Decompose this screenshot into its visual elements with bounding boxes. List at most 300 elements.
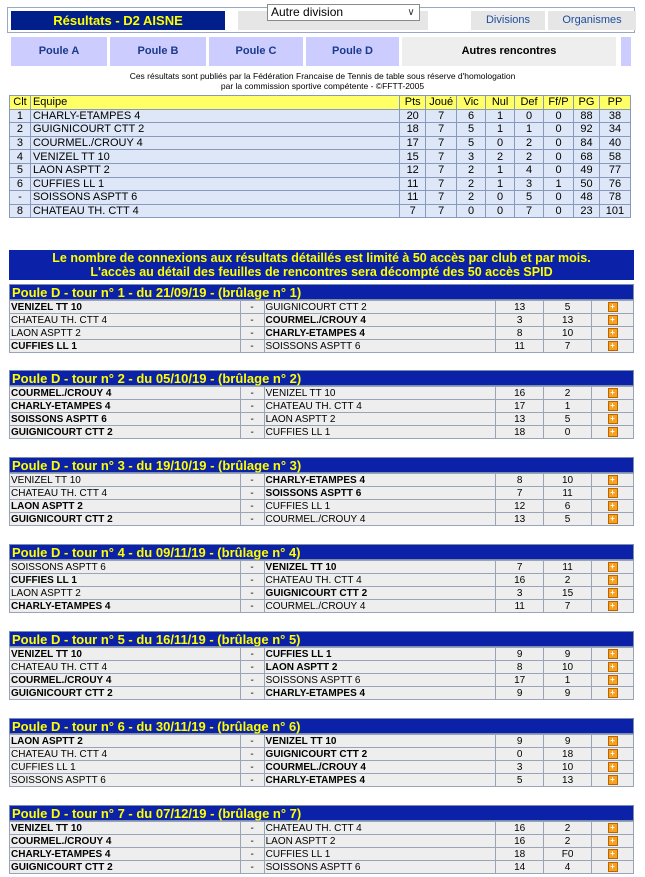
cell-wins: 6 bbox=[457, 109, 486, 123]
matches-table bbox=[9, 821, 634, 874]
cell-wins: 2 bbox=[457, 163, 486, 177]
cell-rank: 3 bbox=[10, 136, 31, 150]
away-team: COURMEL./CROUY 4 bbox=[264, 761, 496, 774]
home-score: 13 bbox=[496, 513, 544, 526]
home-team: LAON ASPTT 2 bbox=[10, 500, 241, 513]
match-row bbox=[10, 822, 634, 835]
away-team: GUIGNICOURT CTT 2 bbox=[264, 748, 496, 761]
standings-row bbox=[10, 204, 631, 218]
detail-sheet-icon[interactable]: + bbox=[608, 501, 618, 511]
away-score: 1 bbox=[544, 674, 592, 687]
detail-sheet-icon[interactable]: + bbox=[608, 328, 618, 338]
cell-team: CUFFIES LL 1 bbox=[30, 177, 399, 191]
detail-sheet-icon[interactable]: + bbox=[608, 662, 618, 672]
match-row bbox=[10, 774, 634, 787]
round-block bbox=[9, 284, 634, 353]
match-row bbox=[10, 474, 634, 487]
detail-sheet-icon[interactable]: + bbox=[608, 427, 618, 437]
home-team: CUFFIES LL 1 bbox=[10, 761, 241, 774]
match-separator: - bbox=[240, 413, 264, 426]
home-score: 0 bbox=[496, 748, 544, 761]
match-separator: - bbox=[240, 474, 264, 487]
detail-cell bbox=[592, 761, 634, 774]
home-team: LAON ASPTT 2 bbox=[10, 587, 241, 600]
detail-sheet-icon[interactable]: + bbox=[608, 823, 618, 833]
away-team: GUIGNICOURT CTT 2 bbox=[264, 587, 496, 600]
detail-cell bbox=[592, 600, 634, 613]
detail-cell bbox=[592, 861, 634, 874]
home-score: 3 bbox=[496, 761, 544, 774]
round-title: Poule D - tour n° 7 - du 07/12/19 - (brûlage n° 7) bbox=[9, 805, 634, 821]
cell-losses: 2 bbox=[515, 150, 544, 164]
cell-wins: 0 bbox=[457, 204, 486, 218]
cell-team: COURMEL./CROUY 4 bbox=[30, 136, 399, 150]
chevron-down-icon: ∨ bbox=[407, 7, 415, 18]
home-score: 16 bbox=[496, 822, 544, 835]
tab-autres-rencontres[interactable]: Autres rencontres bbox=[402, 37, 616, 66]
standings-row bbox=[10, 150, 631, 164]
tab-poule-d[interactable]: Poule D bbox=[306, 37, 399, 66]
cell-games-won: 88 bbox=[573, 109, 599, 123]
detail-cell bbox=[592, 822, 634, 835]
away-team: CHATEAU TH. CTT 4 bbox=[264, 822, 496, 835]
away-team: CHARLY-ETAMPES 4 bbox=[264, 474, 496, 487]
banner-line-2: L'accès au détail des feuilles de rencontres sera décompté des 50 accès SPID bbox=[90, 265, 553, 279]
cell-losses: 1 bbox=[515, 123, 544, 137]
cell-draws: 2 bbox=[486, 150, 515, 164]
header-equipe: Equipe bbox=[30, 96, 399, 110]
matches-table bbox=[9, 386, 634, 439]
cell-team: VENIZEL TT 10 bbox=[30, 150, 399, 164]
cell-played: 7 bbox=[426, 191, 457, 205]
detail-sheet-icon[interactable]: + bbox=[608, 401, 618, 411]
home-team: SOISSONS ASPTT 6 bbox=[10, 561, 241, 574]
round-block bbox=[9, 631, 634, 700]
detail-cell bbox=[592, 687, 634, 700]
standings-row bbox=[10, 123, 631, 137]
detail-cell bbox=[592, 400, 634, 413]
detail-sheet-icon[interactable]: + bbox=[608, 575, 618, 585]
away-score: 9 bbox=[544, 735, 592, 748]
detail-sheet-icon[interactable]: + bbox=[608, 675, 618, 685]
detail-sheet-icon[interactable]: + bbox=[608, 488, 618, 498]
away-score: 0 bbox=[544, 426, 592, 439]
matches-table bbox=[9, 560, 634, 613]
home-team: CHARLY-ETAMPES 4 bbox=[10, 600, 241, 613]
cell-losses: 7 bbox=[515, 204, 544, 218]
cell-games-lost: 40 bbox=[599, 136, 630, 150]
cell-played: 7 bbox=[426, 136, 457, 150]
match-separator: - bbox=[240, 674, 264, 687]
detail-sheet-icon[interactable]: + bbox=[608, 562, 618, 572]
home-score: 16 bbox=[496, 574, 544, 587]
match-row bbox=[10, 848, 634, 861]
home-team: COURMEL./CROUY 4 bbox=[10, 835, 241, 848]
detail-sheet-icon[interactable]: + bbox=[608, 836, 618, 846]
cell-games-lost: 77 bbox=[599, 163, 630, 177]
away-team: VENIZEL TT 10 bbox=[264, 387, 496, 400]
cell-games-won: 92 bbox=[573, 123, 599, 137]
match-separator: - bbox=[240, 735, 264, 748]
matches-table bbox=[9, 647, 634, 700]
away-score: 9 bbox=[544, 687, 592, 700]
away-team: CHATEAU TH. CTT 4 bbox=[264, 400, 496, 413]
cell-points: 11 bbox=[400, 191, 426, 205]
detail-cell bbox=[592, 661, 634, 674]
detail-sheet-icon[interactable]: + bbox=[608, 601, 618, 611]
matches-table bbox=[9, 300, 634, 353]
detail-sheet-icon[interactable]: + bbox=[608, 849, 618, 859]
away-score: 10 bbox=[544, 327, 592, 340]
detail-sheet-icon[interactable]: + bbox=[608, 388, 618, 398]
division-select-value: Autre division bbox=[271, 5, 344, 19]
home-score: 18 bbox=[496, 426, 544, 439]
detail-sheet-icon[interactable]: + bbox=[608, 341, 618, 351]
home-team: CHARLY-ETAMPES 4 bbox=[10, 400, 241, 413]
home-score: 17 bbox=[496, 674, 544, 687]
detail-sheet-icon[interactable]: + bbox=[608, 762, 618, 772]
detail-cell bbox=[592, 848, 634, 861]
detail-sheet-icon[interactable]: + bbox=[608, 749, 618, 759]
cell-team: GUIGNICOURT CTT 2 bbox=[30, 123, 399, 137]
matches-table bbox=[9, 734, 634, 787]
cell-rank: 4 bbox=[10, 150, 31, 164]
detail-cell bbox=[592, 561, 634, 574]
divisions-link[interactable]: Divisions bbox=[471, 11, 545, 30]
home-score: 8 bbox=[496, 661, 544, 674]
cell-forfeits: 1 bbox=[544, 177, 574, 191]
away-team: CHARLY-ETAMPES 4 bbox=[264, 687, 496, 700]
away-team: SOISSONS ASPTT 6 bbox=[264, 340, 496, 353]
tab-poule-a[interactable]: Poule A bbox=[11, 37, 107, 66]
home-team: CUFFIES LL 1 bbox=[10, 574, 241, 587]
cell-points: 18 bbox=[400, 123, 426, 137]
away-team: CUFFIES LL 1 bbox=[264, 648, 496, 661]
cell-points: 17 bbox=[400, 136, 426, 150]
home-score: 17 bbox=[496, 400, 544, 413]
home-score: 7 bbox=[496, 487, 544, 500]
match-separator: - bbox=[240, 487, 264, 500]
cell-draws: 1 bbox=[486, 109, 515, 123]
round-block bbox=[9, 544, 634, 613]
cell-points: 11 bbox=[400, 177, 426, 191]
round-title: Poule D - tour n° 3 - du 19/10/19 - (brûlage n° 3) bbox=[9, 457, 634, 473]
away-score: 2 bbox=[544, 835, 592, 848]
standings-row bbox=[10, 163, 631, 177]
away-team: CHATEAU TH. CTT 4 bbox=[264, 574, 496, 587]
away-team: SOISSONS ASPTT 6 bbox=[264, 861, 496, 874]
home-score: 3 bbox=[496, 314, 544, 327]
home-team: LAON ASPTT 2 bbox=[10, 327, 241, 340]
home-team: COURMEL./CROUY 4 bbox=[10, 387, 241, 400]
header-vic: Vic bbox=[457, 96, 486, 110]
detail-cell bbox=[592, 748, 634, 761]
cell-games-won: 23 bbox=[573, 204, 599, 218]
home-team: CUFFIES LL 1 bbox=[10, 340, 241, 353]
match-separator: - bbox=[240, 561, 264, 574]
header-pts: Pts bbox=[400, 96, 426, 110]
match-separator: - bbox=[240, 400, 264, 413]
away-team: SOISSONS ASPTT 6 bbox=[264, 487, 496, 500]
home-score: 14 bbox=[496, 861, 544, 874]
away-score: 11 bbox=[544, 561, 592, 574]
round-block bbox=[9, 805, 634, 874]
match-separator: - bbox=[240, 848, 264, 861]
cell-forfeits: 0 bbox=[544, 191, 574, 205]
round-title: Poule D - tour n° 4 - du 09/11/19 - (brûlage n° 4) bbox=[9, 544, 634, 560]
cell-rank: 5 bbox=[10, 163, 31, 177]
detail-cell bbox=[592, 327, 634, 340]
access-limit-banner bbox=[9, 250, 634, 280]
notice-line-1: Ces résultats sont publiés par la Fédération Francaise de Tennis de table sous réserve d'homologation bbox=[129, 71, 516, 81]
cell-forfeits: 0 bbox=[544, 123, 574, 137]
match-separator: - bbox=[240, 314, 264, 327]
cell-forfeits: 0 bbox=[544, 109, 574, 123]
detail-sheet-icon[interactable]: + bbox=[608, 588, 618, 598]
cell-draws: 0 bbox=[486, 191, 515, 205]
match-row bbox=[10, 661, 634, 674]
away-score: 4 bbox=[544, 861, 592, 874]
detail-cell bbox=[592, 340, 634, 353]
cell-losses: 3 bbox=[515, 177, 544, 191]
cell-wins: 5 bbox=[457, 123, 486, 137]
home-score: 16 bbox=[496, 835, 544, 848]
standings-row bbox=[10, 191, 631, 205]
cell-forfeits: 0 bbox=[544, 136, 574, 150]
cell-wins: 2 bbox=[457, 177, 486, 191]
detail-cell bbox=[592, 774, 634, 787]
match-row bbox=[10, 314, 634, 327]
detail-cell bbox=[592, 301, 634, 314]
away-team: CHARLY-ETAMPES 4 bbox=[264, 327, 496, 340]
detail-sheet-icon[interactable]: + bbox=[608, 414, 618, 424]
away-score: 7 bbox=[544, 600, 592, 613]
cell-forfeits: 0 bbox=[544, 163, 574, 177]
detail-cell bbox=[592, 835, 634, 848]
match-row bbox=[10, 748, 634, 761]
home-team: CHATEAU TH. CTT 4 bbox=[10, 661, 241, 674]
away-team: CUFFIES LL 1 bbox=[264, 848, 496, 861]
away-team: CUFFIES LL 1 bbox=[264, 426, 496, 439]
away-score: 5 bbox=[544, 513, 592, 526]
cell-played: 7 bbox=[426, 109, 457, 123]
match-separator: - bbox=[240, 822, 264, 835]
cell-rank: 2 bbox=[10, 123, 31, 137]
standings-table bbox=[9, 95, 631, 218]
home-score: 9 bbox=[496, 648, 544, 661]
home-score: 9 bbox=[496, 687, 544, 700]
away-team: VENIZEL TT 10 bbox=[264, 561, 496, 574]
header-joue: Joué bbox=[426, 96, 457, 110]
match-row bbox=[10, 487, 634, 500]
cell-played: 7 bbox=[426, 163, 457, 177]
organismes-link[interactable]: Organismes bbox=[548, 11, 636, 30]
tab-poule-c[interactable]: Poule C bbox=[209, 37, 303, 66]
away-score: 2 bbox=[544, 574, 592, 587]
detail-cell bbox=[592, 735, 634, 748]
detail-cell bbox=[592, 487, 634, 500]
away-team: COURMEL./CROUY 4 bbox=[264, 314, 496, 327]
away-score: 2 bbox=[544, 822, 592, 835]
detail-sheet-icon[interactable]: + bbox=[608, 862, 618, 872]
away-score: 1 bbox=[544, 400, 592, 413]
detail-cell bbox=[592, 574, 634, 587]
detail-sheet-icon[interactable]: + bbox=[608, 688, 618, 698]
cell-games-won: 84 bbox=[573, 136, 599, 150]
cell-draws: 1 bbox=[486, 123, 515, 137]
detail-cell bbox=[592, 426, 634, 439]
tab-poule-b[interactable]: Poule B bbox=[110, 37, 206, 66]
tab-spacer bbox=[621, 37, 631, 66]
home-team: COURMEL./CROUY 4 bbox=[10, 674, 241, 687]
cell-losses: 2 bbox=[515, 136, 544, 150]
home-score: 9 bbox=[496, 735, 544, 748]
round-block bbox=[9, 718, 634, 787]
cell-losses: 0 bbox=[515, 109, 544, 123]
detail-cell bbox=[592, 674, 634, 687]
division-title: Résultats - D2 AISNE bbox=[11, 11, 225, 30]
cell-games-won: 49 bbox=[573, 163, 599, 177]
cell-games-lost: 78 bbox=[599, 191, 630, 205]
detail-sheet-icon[interactable]: + bbox=[608, 315, 618, 325]
cell-wins: 2 bbox=[457, 191, 486, 205]
away-score: 15 bbox=[544, 587, 592, 600]
cell-rank: 6 bbox=[10, 177, 31, 191]
cell-losses: 4 bbox=[515, 163, 544, 177]
home-score: 3 bbox=[496, 587, 544, 600]
poule-tabs bbox=[11, 37, 631, 66]
detail-sheet-icon[interactable]: + bbox=[608, 649, 618, 659]
round-title: Poule D - tour n° 1 - du 21/09/19 - (brûlage n° 1) bbox=[9, 284, 634, 300]
home-score: 5 bbox=[496, 774, 544, 787]
match-separator: - bbox=[240, 426, 264, 439]
header-pp: PP bbox=[599, 96, 630, 110]
match-separator: - bbox=[240, 340, 264, 353]
header-ffp: Ff/P bbox=[544, 96, 574, 110]
match-separator: - bbox=[240, 587, 264, 600]
cell-losses: 5 bbox=[515, 191, 544, 205]
match-row bbox=[10, 587, 634, 600]
match-separator: - bbox=[240, 774, 264, 787]
away-score: 5 bbox=[544, 301, 592, 314]
round-title: Poule D - tour n° 2 - du 05/10/19 - (brûlage n° 2) bbox=[9, 370, 634, 386]
detail-sheet-icon[interactable]: + bbox=[608, 514, 618, 524]
match-row bbox=[10, 687, 634, 700]
home-score: 11 bbox=[496, 340, 544, 353]
away-team: VENIZEL TT 10 bbox=[264, 735, 496, 748]
away-score: 13 bbox=[544, 774, 592, 787]
away-score: F0 bbox=[544, 848, 592, 861]
match-row bbox=[10, 301, 634, 314]
away-score: 9 bbox=[544, 648, 592, 661]
home-score: 8 bbox=[496, 474, 544, 487]
detail-sheet-icon[interactable]: + bbox=[608, 302, 618, 312]
home-team: GUIGNICOURT CTT 2 bbox=[10, 513, 241, 526]
away-score: 5 bbox=[544, 413, 592, 426]
cell-games-lost: 38 bbox=[599, 109, 630, 123]
match-row bbox=[10, 387, 634, 400]
cell-games-won: 48 bbox=[573, 191, 599, 205]
home-score: 8 bbox=[496, 327, 544, 340]
match-row bbox=[10, 674, 634, 687]
detail-cell bbox=[592, 474, 634, 487]
cell-draws: 0 bbox=[486, 204, 515, 218]
home-team: VENIZEL TT 10 bbox=[10, 648, 241, 661]
match-row bbox=[10, 835, 634, 848]
match-row bbox=[10, 648, 634, 661]
match-row bbox=[10, 400, 634, 413]
detail-sheet-icon[interactable]: + bbox=[608, 475, 618, 485]
match-row bbox=[10, 561, 634, 574]
home-score: 11 bbox=[496, 600, 544, 613]
match-row bbox=[10, 413, 634, 426]
home-score: 7 bbox=[496, 561, 544, 574]
home-team: VENIZEL TT 10 bbox=[10, 474, 241, 487]
match-separator: - bbox=[240, 687, 264, 700]
standings-row bbox=[10, 177, 631, 191]
standings-row bbox=[10, 109, 631, 123]
match-row bbox=[10, 761, 634, 774]
home-team: VENIZEL TT 10 bbox=[10, 301, 241, 314]
match-row bbox=[10, 735, 634, 748]
detail-cell bbox=[592, 500, 634, 513]
away-score: 13 bbox=[544, 314, 592, 327]
detail-cell bbox=[592, 387, 634, 400]
detail-cell bbox=[592, 648, 634, 661]
detail-cell bbox=[592, 513, 634, 526]
away-team: LAON ASPTT 2 bbox=[264, 413, 496, 426]
cell-games-won: 68 bbox=[573, 150, 599, 164]
match-separator: - bbox=[240, 861, 264, 874]
cell-points: 15 bbox=[400, 150, 426, 164]
round-block bbox=[9, 457, 634, 526]
cell-played: 7 bbox=[426, 204, 457, 218]
cell-points: 20 bbox=[400, 109, 426, 123]
detail-sheet-icon[interactable]: + bbox=[608, 736, 618, 746]
division-select[interactable] bbox=[267, 4, 420, 21]
match-row bbox=[10, 513, 634, 526]
home-team: CHATEAU TH. CTT 4 bbox=[10, 314, 241, 327]
cell-draws: 1 bbox=[486, 163, 515, 177]
away-team: COURMEL./CROUY 4 bbox=[264, 600, 496, 613]
cell-draws: 1 bbox=[486, 177, 515, 191]
cell-played: 7 bbox=[426, 177, 457, 191]
cell-games-lost: 76 bbox=[599, 177, 630, 191]
away-score: 7 bbox=[544, 340, 592, 353]
home-team: CHARLY-ETAMPES 4 bbox=[10, 848, 241, 861]
home-team: GUIGNICOURT CTT 2 bbox=[10, 861, 241, 874]
match-row bbox=[10, 861, 634, 874]
match-separator: - bbox=[240, 327, 264, 340]
detail-sheet-icon[interactable]: + bbox=[608, 775, 618, 785]
match-separator: - bbox=[240, 600, 264, 613]
cell-rank: 1 bbox=[10, 109, 31, 123]
away-team: LAON ASPTT 2 bbox=[264, 661, 496, 674]
away-score: 10 bbox=[544, 761, 592, 774]
cell-games-lost: 101 bbox=[599, 204, 630, 218]
home-score: 16 bbox=[496, 387, 544, 400]
cell-forfeits: 0 bbox=[544, 204, 574, 218]
match-row bbox=[10, 600, 634, 613]
away-team: GUIGNICOURT CTT 2 bbox=[264, 301, 496, 314]
notice-line-2: par la commission sportive compétente - ©FFTT-2005 bbox=[220, 81, 425, 91]
away-team: CUFFIES LL 1 bbox=[264, 500, 496, 513]
match-separator: - bbox=[240, 748, 264, 761]
match-separator: - bbox=[240, 500, 264, 513]
match-separator: - bbox=[240, 301, 264, 314]
home-team: CHATEAU TH. CTT 4 bbox=[10, 748, 241, 761]
away-team: SOISSONS ASPTT 6 bbox=[264, 674, 496, 687]
